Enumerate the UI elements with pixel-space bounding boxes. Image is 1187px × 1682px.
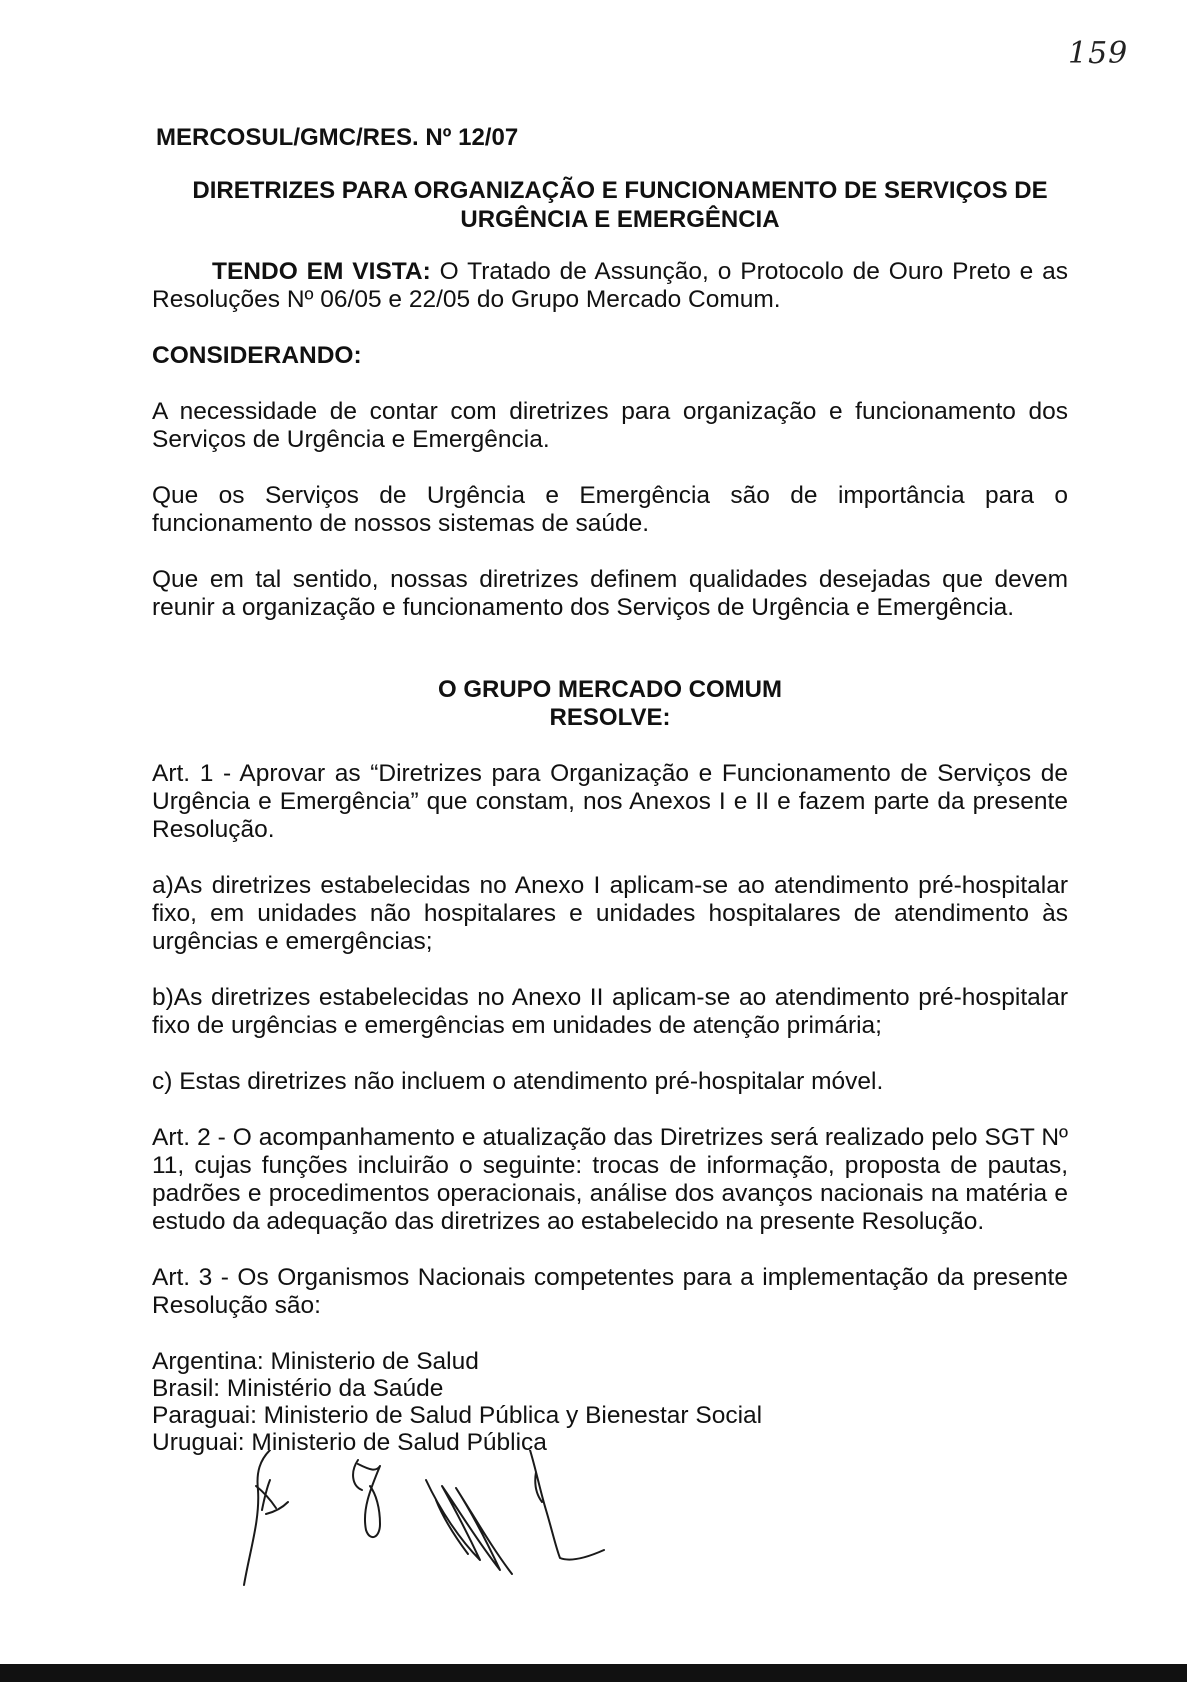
resolve-heading [152,676,1068,732]
article-1-item-b: b)As diretrizes estabelecidas no Anexo II aplicam-se ao atendimento pré-hospitalar fixo de urgências e emergências em unidades de atenção primária; [152,984,1068,1039]
article-1-item-a: a)As diretrizes estabelecidas no Anexo I aplicam-se ao atendimento pré-hospitalar fixo, em unidades não hospitalares e unidades hospitalares de atendimento às urgências e emergências; [152,872,1068,955]
signature-4 [530,1450,604,1560]
handwritten-signatures [230,1450,650,1620]
resolution-reference: MERCOSUL/GMC/RES. Nº 12/07 [156,124,519,151]
article-1-item-c: c) Estas diretrizes não incluem o atendimento pré-hospitalar móvel. [152,1068,884,1095]
country-argentina: Argentina: Ministerio de Salud [152,1348,479,1375]
article-1: Art. 1 - Aprovar as “Diretrizes para Organização e Funcionamento de Serviços de Urgência e Emergência” que constam, nos Anexos I e II e fazem parte da presente Resolução. [152,760,1068,843]
country-uruguai: Uruguai: Ministerio de Salud Pública [152,1429,547,1456]
article-3: Art. 3 - Os Organismos Nacionais competentes para a implementação da presente Resolução são: [152,1264,1068,1319]
considerando-heading: CONSIDERANDO: [152,342,362,369]
considerando-paragraph-2: Que os Serviços de Urgência e Emergência são de importância para o funcionamento de nossos sistemas de saúde. [152,482,1068,537]
scan-bottom-edge [0,1664,1187,1682]
signature-1 [244,1450,288,1585]
document-title [172,176,1068,234]
resolve-line-2: RESOLVE: [549,704,671,731]
tendo-em-vista-paragraph [152,258,1068,314]
considerando-paragraph-3: Que em tal sentido, nossas diretrizes definem qualidades desejadas que devem reunir a organização e funcionamento dos Serviços de Urgência e Emergência. [152,566,1068,621]
country-paraguai: Paraguai: Ministerio de Salud Pública y Bienestar Social [152,1402,763,1429]
article-2: Art. 2 - O acompanhamento e atualização das Diretrizes será realizado pelo SGT Nº 11, cujas funções incluirão o seguinte: trocas de informação, proposta de pautas, padrões e procedimentos operacionais, análise dos avanços nacionais na matéria e estudo da adequação das diretrizes ao estabelecido na presente Resolução. [152,1124,1068,1235]
national-organisms-list [152,1348,1068,1456]
title-line-2: URGÊNCIA E EMERGÊNCIA [460,206,780,233]
considerando-paragraph-1: A necessidade de contar com diretrizes para organização e funcionamento dos Serviços de Urgência e Emergência. [152,398,1068,453]
document-body [152,124,1068,1456]
country-brasil: Brasil: Ministério da Saúde [152,1375,444,1402]
signature-2 [353,1460,380,1537]
resolve-line-1: O GRUPO MERCADO COMUM [438,676,782,703]
tendo-em-vista-text: O Tratado de Assunção, o Protocolo de Ouro Preto e as Resoluções Nº 06/05 e 22/05 do Grupo Mercado Comum. [152,258,1068,313]
handwritten-page-number: 159 [1068,36,1129,71]
tendo-em-vista-label: TENDO EM VISTA: [212,258,431,285]
signature-3 [426,1480,512,1574]
title-line-1: DIRETRIZES PARA ORGANIZAÇÃO E FUNCIONAMENTO DE SERVIÇOS DE [192,177,1048,204]
